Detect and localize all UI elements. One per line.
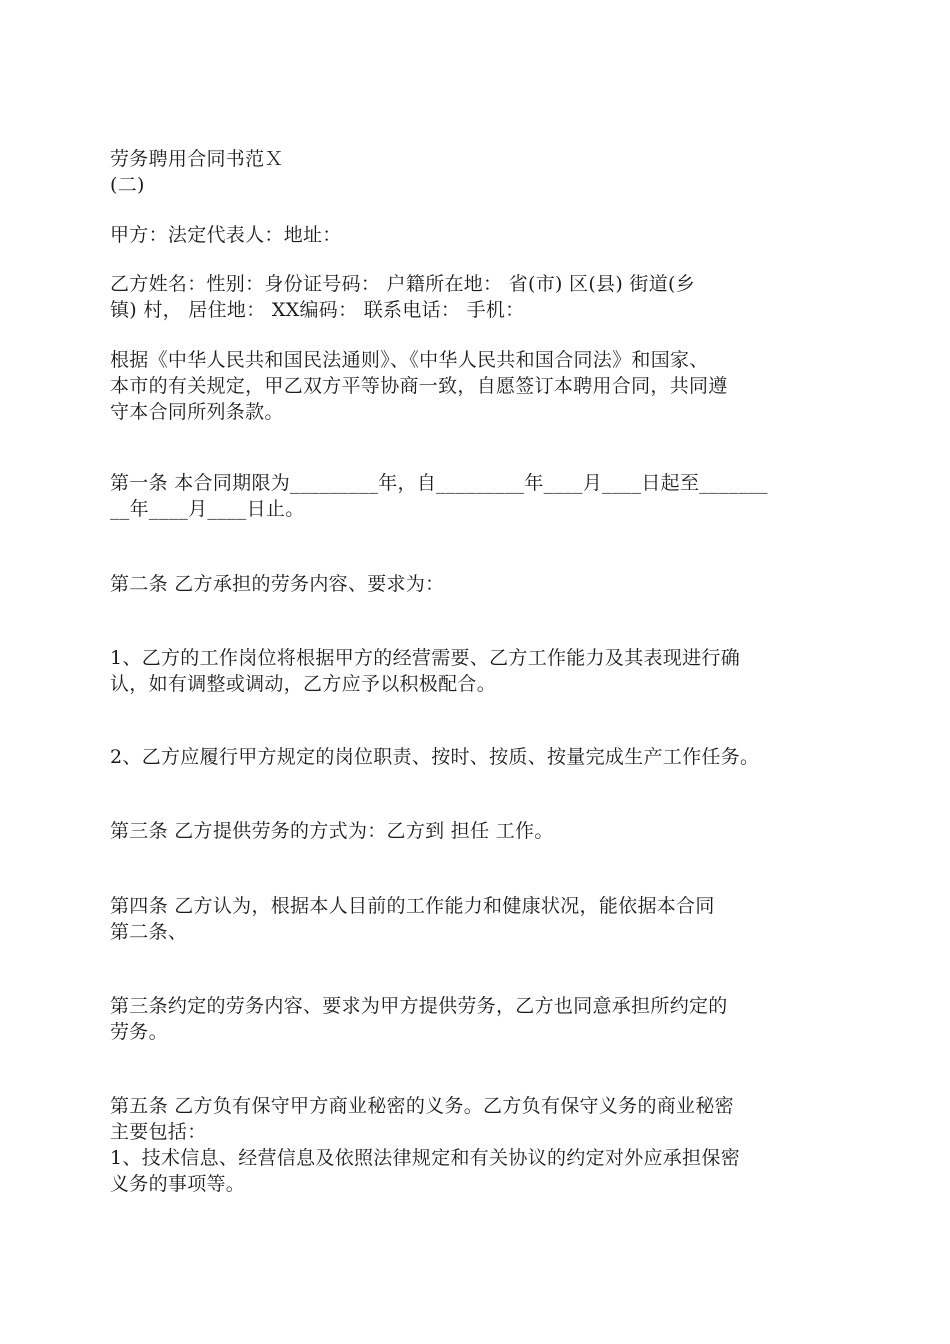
party-b-line-2: 镇) 村， 居住地： XX编码： 联系电话： 手机： (110, 299, 525, 321)
article-2-item-1-line-1: 1、乙方的工作岗位将根据甲方的经营需要、乙方工作能力及其表现进行确 (110, 647, 740, 669)
article-1-line-2: __年____月____日止。 (110, 498, 305, 520)
article-5-line-1: 第五条 乙方负有保守甲方商业秘密的义务。乙方负有保守义务的商业秘密 (110, 1095, 734, 1117)
article-4-line-3: 第三条约定的劳务内容、要求为甲方提供劳务，乙方也同意承担所约定的 (110, 995, 728, 1017)
article-5-line-2: 主要包括： (110, 1121, 207, 1143)
article-4-line-1: 第四条 乙方认为，根据本人目前的工作能力和健康状况，能依据本合同 (110, 895, 715, 917)
party-a-line: 甲方：法定代表人：地址： (110, 224, 342, 246)
preamble-line-2: 本市的有关规定，甲乙双方平等协商一致，自愿签订本聘用合同，共同遵 (110, 375, 728, 397)
document-title: 劳务聘用合同书范Ｘ (110, 148, 284, 170)
party-b-line-1: 乙方姓名：性别：身份证号码： 户籍所在地： 省(市) 区(县) 街道(乡 (110, 273, 696, 295)
article-3: 第三条 乙方提供劳务的方式为：乙方到 担任 工作。 (110, 820, 554, 842)
preamble-line-1: 根据《中华人民共和国民法通则》、《中华人民共和国合同法》和国家、 (110, 349, 709, 371)
article-2-item-2: 2、乙方应履行甲方规定的岗位职责、按时、按质、按量完成生产工作任务。 (110, 746, 760, 768)
article-5-item-1-line-2: 义务的事项等。 (110, 1173, 246, 1195)
article-2-item-1-line-2: 认，如有调整或调动，乙方应予以积极配合。 (110, 673, 497, 695)
article-4-line-2: 第二条、 (110, 921, 188, 943)
article-2-heading: 第二条 乙方承担的劳务内容、要求为： (110, 573, 445, 595)
article-1-line-1: 第一条 本合同期限为_________年，自_________年____月____日起至_______ (110, 472, 768, 494)
preamble-line-3: 守本合同所列条款。 (110, 401, 284, 423)
article-5-item-1-line-1: 1、技术信息、经营信息及依照法律规定和有关协议的约定对外应承担保密 (110, 1147, 740, 1169)
article-4-line-4: 劳务。 (110, 1021, 168, 1043)
document-subtitle: (二) (110, 174, 145, 196)
